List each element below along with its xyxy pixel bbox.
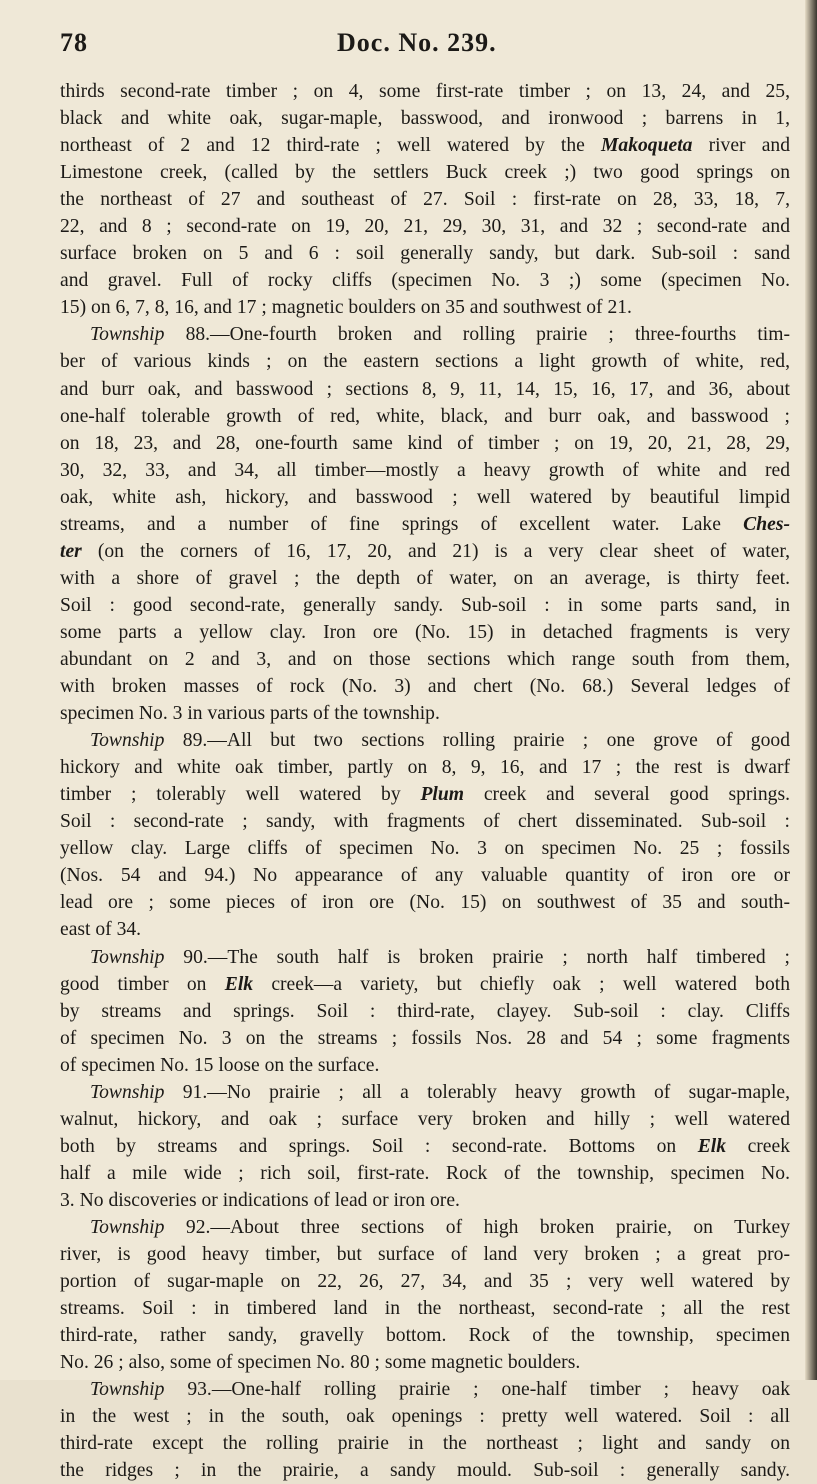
page-number: 78 <box>60 28 88 57</box>
text-line <box>60 403 790 430</box>
text-segment: of specimen No. 15 loose on the surface. <box>60 1054 380 1076</box>
text-line <box>60 1349 790 1376</box>
text-segment: east of 34. <box>60 919 142 941</box>
italic-term: Township <box>90 1379 165 1401</box>
text-line <box>60 240 790 267</box>
text-line <box>60 1106 790 1133</box>
text-segment: with broken masses of rock (No. 3) and chert (No. 68.) Several ledges of <box>60 676 790 698</box>
text-segment: by streams and springs. Soil : third-rate, clayey. Sub-soil : clay. Cliffs <box>60 1000 790 1022</box>
text-segment: hickory and white oak timber, partly on 8, 9, 16, and 17 ; the rest is dwarf <box>60 757 790 779</box>
text-line <box>60 700 790 727</box>
text-line <box>60 484 790 511</box>
text-line <box>60 1241 790 1268</box>
text-segment: 15) on 6, 7, 8, 16, and 17 ; magnetic boulders on 35 and southwest of 21. <box>60 297 632 319</box>
text-line <box>60 1376 790 1403</box>
text-segment: of specimen No. 3 on the streams ; fossils Nos. 28 and 54 ; some fragments <box>60 1027 790 1049</box>
text-segment: good timber on <box>60 973 225 995</box>
text-line <box>60 267 790 294</box>
text-line <box>60 430 790 457</box>
text-line <box>60 1430 790 1457</box>
text-segment: third-rate except the rolling prairie in the northeast ; light and sandy on <box>60 1433 790 1455</box>
italic-term: Ches- <box>743 513 790 535</box>
text-segment: the ridges ; in the prairie, a sandy mould. Sub-soil : generally sandy. <box>60 1460 790 1482</box>
text-line <box>60 592 790 619</box>
text-segment: black and white oak, sugar-maple, basswood, and ironwood ; barrens in 1, <box>60 108 790 130</box>
text-segment: (on the corners of 16, 17, 20, and 21) is a very clear sheet of water, <box>81 540 790 562</box>
text-segment: oak, white ash, hickory, and basswood ; well watered by beautiful limpid <box>60 486 790 508</box>
text-segment: river and <box>692 135 790 157</box>
text-segment: and burr oak, and basswood ; sections 8, 9, 11, 14, 15, 16, 17, and 36, about <box>60 378 790 400</box>
text-segment: 22, and 8 ; second-rate on 19, 20, 21, 29, 30, 31, and 32 ; second-rate and <box>60 216 790 238</box>
italic-term: Township <box>90 1081 165 1103</box>
text-segment: creek and several good springs. <box>464 784 790 806</box>
text-line <box>60 1160 790 1187</box>
text-segment: streams, and a number of fine springs of excellent water. Lake <box>60 513 744 535</box>
text-segment: third-rate, rather sandy, gravelly bottom. Rock of the township, specimen <box>60 1325 790 1347</box>
text-segment: Soil : good second-rate, generally sandy. Sub-soil : in some parts sand, in <box>60 594 790 616</box>
text-line <box>60 511 790 538</box>
text-line <box>60 835 790 862</box>
text-segment: timber ; tolerably well watered by <box>60 784 421 806</box>
text-line <box>60 321 790 348</box>
text-line <box>60 1025 790 1052</box>
text-segment: specimen No. 3 in various parts of the township. <box>60 703 440 725</box>
text-segment: (Nos. 54 and 94.) No appearance of any valuable quantity of iron ore or <box>60 865 790 887</box>
text-segment: creek—a variety, but chiefly oak ; well watered both <box>253 973 790 995</box>
text-line <box>60 646 790 673</box>
page-header <box>60 28 790 58</box>
text-segment: 30, 32, 33, and 34, all timber—mostly a heavy growth of white and red <box>60 459 790 481</box>
text-line <box>60 1268 790 1295</box>
text-segment: ber of various kinds ; on the eastern sections a light growth of white, red, <box>60 351 790 373</box>
text-segment: 90.—The south half is broken prairie ; north half timbered ; <box>164 946 790 968</box>
text-line <box>60 619 790 646</box>
text-line <box>60 1322 790 1349</box>
italic-term: Township <box>90 1216 165 1238</box>
text-line <box>60 1052 790 1079</box>
text-line <box>60 105 790 132</box>
text-line <box>60 727 790 754</box>
text-line <box>60 971 790 998</box>
text-line <box>60 781 790 808</box>
text-line <box>60 1295 790 1322</box>
text-line <box>60 998 790 1025</box>
body-text <box>60 78 790 1484</box>
text-line <box>60 916 790 943</box>
text-line <box>60 1133 790 1160</box>
text-line <box>60 1214 790 1241</box>
text-segment: Soil : second-rate ; sandy, with fragments of chert disseminated. Sub-soil : <box>60 811 790 833</box>
italic-term: Township <box>90 946 165 968</box>
text-segment: in the west ; in the south, oak openings : pretty well watered. Soil : all <box>60 1406 790 1428</box>
text-line <box>60 944 790 971</box>
text-segment: walnut, hickory, and oak ; surface very broken and hilly ; well watered <box>60 1108 790 1130</box>
text-segment: streams. Soil : in timbered land in the northeast, second-rate ; all the rest <box>60 1298 790 1320</box>
italic-term: Township <box>90 324 165 346</box>
italic-term: ter <box>60 540 82 562</box>
text-line <box>60 159 790 186</box>
text-segment: lead ore ; some pieces of iron ore (No. 15) on southwest of 35 and south- <box>60 892 790 914</box>
document-title: Doc. No. 239. <box>337 28 497 57</box>
text-segment: No. 26 ; also, some of specimen No. 80 ; some magnetic boulders. <box>60 1352 581 1374</box>
text-segment: thirds second-rate timber ; on 4, some first-rate timber ; on 13, 24, and 25, <box>60 81 790 102</box>
text-segment: some parts a yellow clay. Iron ore (No. 15) in detached fragments is very <box>60 621 790 643</box>
text-segment: one-half tolerable growth of red, white, black, and burr oak, and basswood ; <box>60 405 790 427</box>
text-line <box>60 1403 790 1430</box>
text-segment: 88.—One-fourth broken and rolling prairie ; three-fourths tim- <box>164 324 790 346</box>
text-line <box>60 889 790 916</box>
text-segment: both by streams and springs. Soil : second-rate. Bottoms on <box>60 1135 698 1157</box>
text-line <box>60 376 790 403</box>
text-segment: yellow clay. Large cliffs of specimen No. 3 on specimen No. 25 ; fossils <box>60 838 790 860</box>
text-segment: and gravel. Full of rocky cliffs (specimen No. 3 ;) some (specimen No. <box>60 270 790 292</box>
text-segment: 92.—About three sections of high broken prairie, on Turkey <box>164 1216 790 1238</box>
text-line <box>60 132 790 159</box>
text-line <box>60 538 790 565</box>
text-line <box>60 213 790 240</box>
text-line <box>60 754 790 781</box>
italic-term: Elk <box>224 973 254 995</box>
text-line <box>60 348 790 375</box>
text-line <box>60 862 790 889</box>
text-segment: the northeast of 27 and southeast of 27. Soil : first-rate on 28, 33, 18, 7, <box>60 189 790 211</box>
text-segment: abundant on 2 and 3, and on those sections which range south from them, <box>60 648 790 670</box>
text-line <box>60 186 790 213</box>
text-line <box>60 457 790 484</box>
text-line <box>60 808 790 835</box>
text-segment: on 18, 23, and 28, one-fourth same kind of timber ; on 19, 20, 21, 28, 29, <box>60 432 790 454</box>
text-segment: 93.—One-half rolling prairie ; one-half timber ; heavy oak <box>164 1379 790 1401</box>
text-line <box>60 1457 790 1484</box>
text-line <box>60 1187 790 1214</box>
text-segment: surface broken on 5 and 6 : soil generally sandy, but dark. Sub-soil : sand <box>60 243 790 265</box>
text-segment: half a mile wide ; rich soil, first-rate. Rock of the township, specimen No. <box>60 1162 790 1184</box>
text-line <box>60 565 790 592</box>
text-segment: 89.—All but two sections rolling prairie ; one grove of good <box>164 730 790 752</box>
text-segment: river, is good heavy timber, but surface of land very broken ; a great pro- <box>60 1244 790 1266</box>
text-segment: northeast of 2 and 12 third-rate ; well watered by the <box>60 135 601 157</box>
text-line <box>60 673 790 700</box>
italic-term: Elk <box>697 1135 727 1157</box>
text-segment: portion of sugar-maple on 22, 26, 27, 34, and 35 ; very well watered by <box>60 1271 790 1293</box>
text-segment: with a shore of gravel ; the depth of water, on an average, is thirty feet. <box>60 567 790 589</box>
text-segment: creek <box>726 1135 791 1157</box>
text-segment: Limestone creek, (called by the settlers Buck creek ;) two good springs on <box>60 162 790 184</box>
text-line <box>60 1079 790 1106</box>
text-segment: 3. No discoveries or indications of lead or iron ore. <box>60 1189 460 1211</box>
text-segment: 91.—No prairie ; all a tolerably heavy growth of sugar-maple, <box>164 1081 790 1103</box>
italic-term: Plum <box>420 784 465 806</box>
italic-term: Makoqueta <box>600 135 693 157</box>
page-edge-shadow <box>805 0 817 1380</box>
text-line <box>60 78 790 105</box>
italic-term: Township <box>90 730 165 752</box>
text-line <box>60 294 790 321</box>
